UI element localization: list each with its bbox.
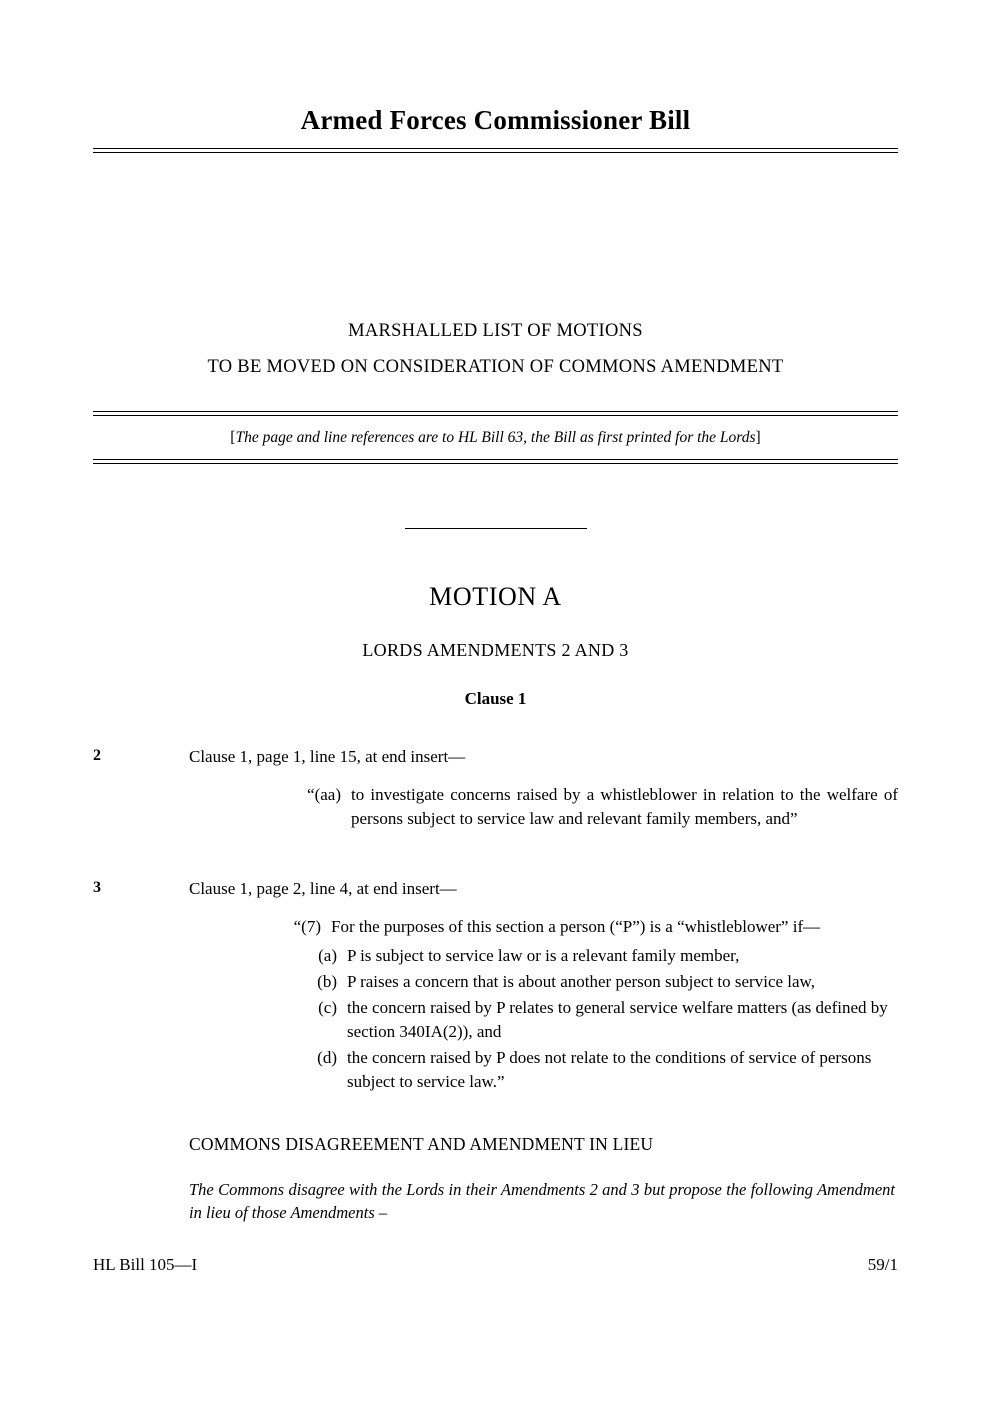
commons-disagreement-heading: COMMONS DISAGREEMENT AND AMENDMENT IN LIEU [189,1134,654,1155]
amendment-sub-list [293,944,898,1095]
reference-rule-bottom [93,459,898,464]
list-item-text: For the purposes of this section a person (“P”) is a “whistleblower” if— [331,917,821,937]
list-item-marker: (b) [317,971,337,991]
section-divider [93,516,898,534]
amendment-number: 2 [93,747,101,765]
list-item-text: P is subject to service law or is a relevant family member, [347,945,740,965]
motion-title: MOTION A [429,582,562,612]
page-title: Armed Forces Commissioner Bill [300,105,691,135]
title-rule [93,148,898,153]
amendment-entry [93,747,898,831]
list-item-text: P raises a concern that is about another person subject to service law, [347,971,815,991]
clause-heading: Clause 1 [464,689,527,709]
list-item [293,970,898,994]
reference-note [93,416,898,459]
marshalled-line-1: MARSHALLED LIST OF MOTIONS [348,321,643,341]
list-item [293,1046,898,1094]
reference-note-bracket-close: ] [755,429,761,447]
list-item-marker: “(aa) [307,785,341,805]
list-item-marker: (a) [318,945,337,965]
amendment-insert-block [293,783,898,831]
list-item [293,944,898,968]
list-item-text: the concern raised by P does not relate to the conditions of service of persons subject to service law.” [347,1048,872,1092]
list-item [293,783,898,831]
list-item-marker: “(7) [293,917,321,937]
list-item [273,915,898,939]
amendment-insert-block [273,915,898,1094]
list-item-text: to investigate concerns raised by a whistleblower in relation to the welfare of persons subject to service law and relevant family members, and” [351,785,898,829]
footer-bill-number: HL Bill 105—I [93,1255,198,1274]
amendment-entry [93,879,898,1094]
marshalled-line-2: TO BE MOVED ON CONSIDERATION OF COMMONS AMENDMENT [207,357,784,378]
amendment-lead-text: Clause 1, page 1, line 15, at end insert— [189,747,466,767]
short-horizontal-rule [405,528,587,529]
list-item-marker: (d) [317,1048,337,1067]
reference-note-bracket-open: [ [230,429,236,447]
list-item [293,996,898,1044]
page-content [93,0,898,1401]
commons-disagreement-note: The Commons disagree with the Lords in their Amendments 2 and 3 but propose the following Amendment in lieu of those Amendments – [189,1180,895,1222]
marshalled-heading [93,313,898,385]
amendment-lead-text: Clause 1, page 2, line 4, at end insert— [189,879,457,899]
reference-note-text: The page and line references are to HL Bill 63, the Bill as first printed for the Lords [235,429,756,447]
amendment-number: 3 [93,879,101,897]
list-item-text: the concern raised by P relates to general service welfare matters (as defined by section 340IA(2)), and [347,997,888,1041]
lords-amendments-heading: LORDS AMENDMENTS 2 AND 3 [362,640,629,661]
footer-page-number: 59/1 [867,1255,898,1274]
list-item-marker: (c) [318,997,337,1017]
